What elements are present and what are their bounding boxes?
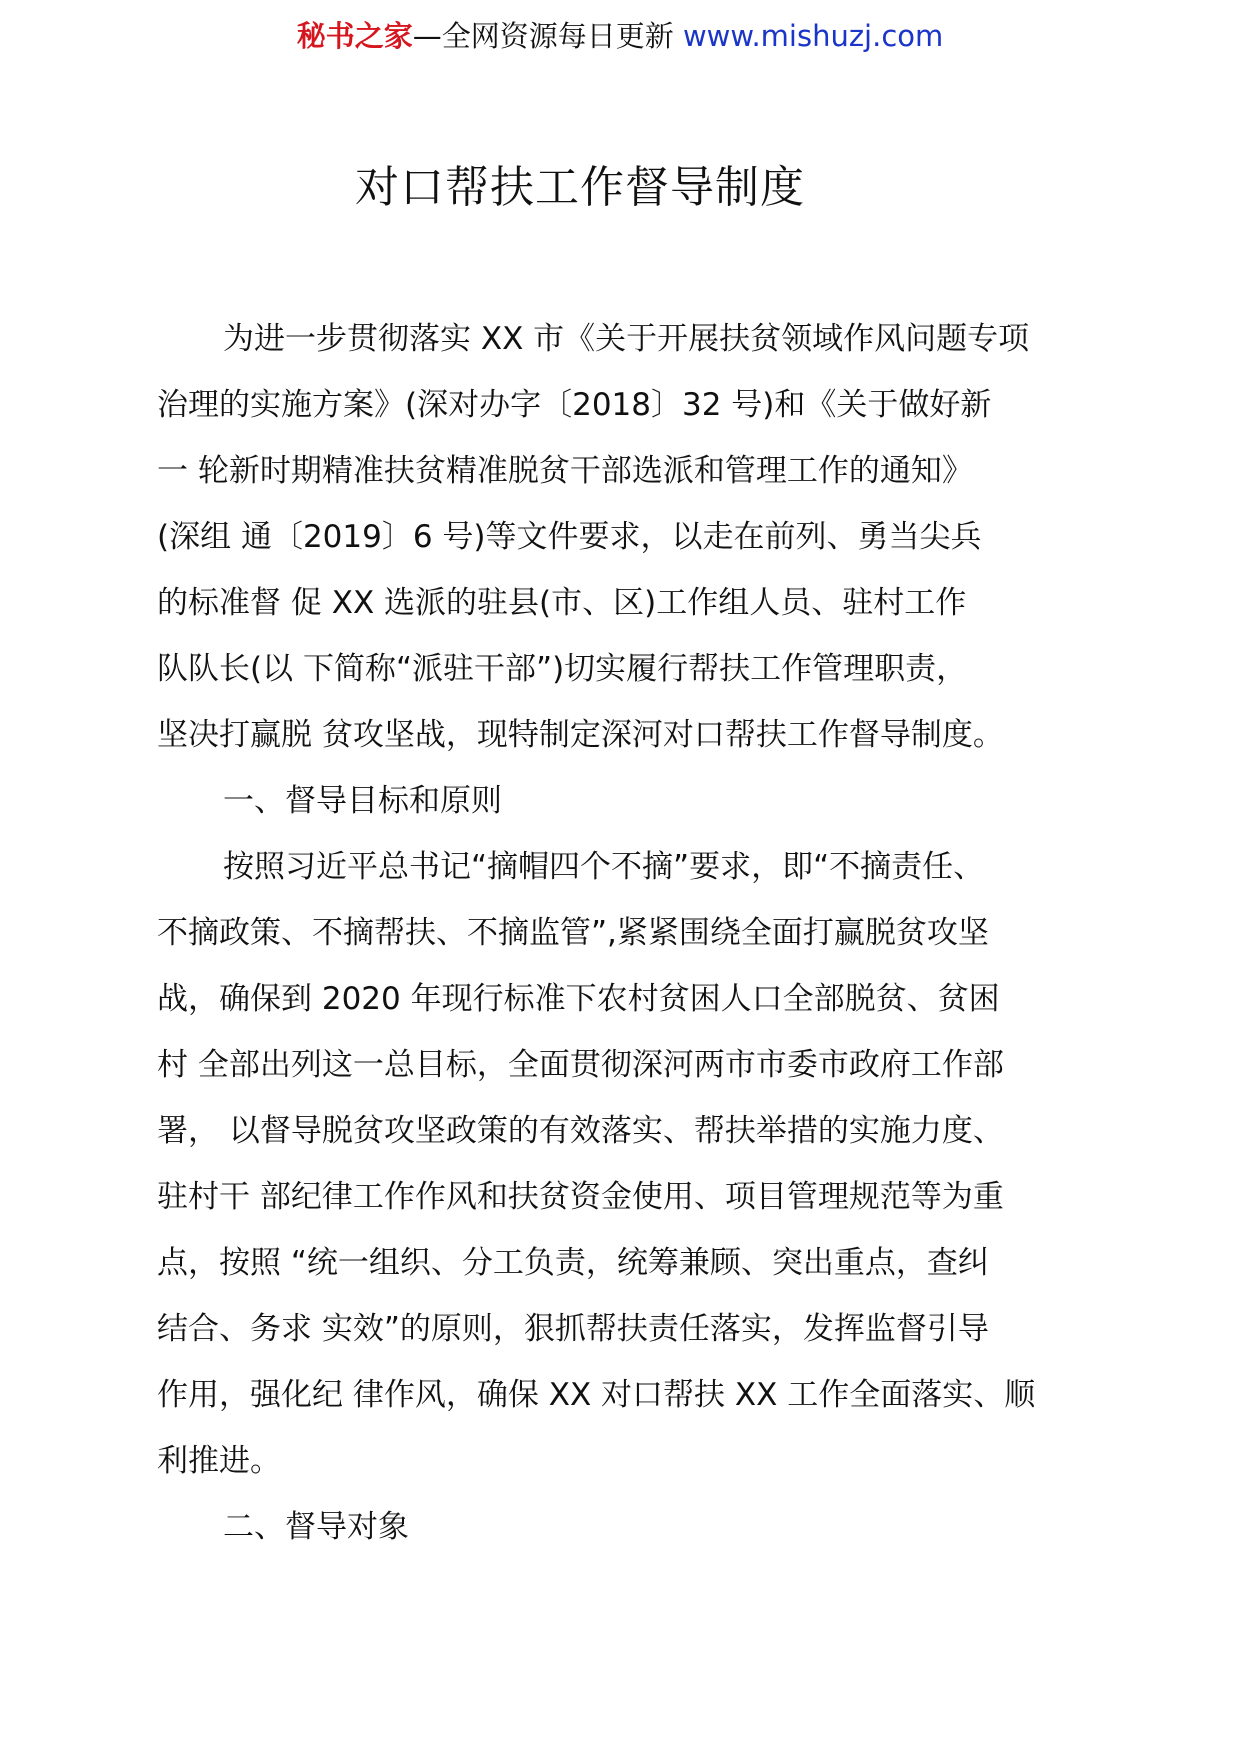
text-line: 结合、务求 实效”的原则，狠抓帮扶责任落实，发挥监督引导: [157, 1311, 989, 1347]
section-heading-text: 二、督导对象: [223, 1509, 409, 1545]
intro-paragraph: [157, 306, 1087, 768]
text-line: 为进一步贯彻落实 XX 市《关于开展扶贫领域作风问题专项: [223, 321, 1030, 357]
section-heading-text: 一、督导目标和原则: [223, 783, 502, 819]
site-slogan: —全网资源每日更新: [412, 19, 674, 53]
document-title: 对口帮扶工作督导制度: [355, 162, 805, 213]
text-line: 坚决打赢脱 贫攻坚战，现特制定深河对口帮扶工作督导制度。: [157, 717, 1004, 753]
text-line: 点，按照 “统一组织、分工负责，统筹兼顾、突出重点，查纠: [157, 1245, 989, 1281]
site-brand: 秘书之家: [296, 19, 413, 53]
text-line: 按照习近平总书记“摘帽四个不摘”要求，即“不摘责任、: [223, 849, 985, 885]
text-line: 治理的实施方案》(深对办字〔2018〕32 号)和《关于做好新: [157, 387, 992, 423]
text-line: 不摘政策、不摘帮扶、不摘监管”,紧紧围绕全面打赢脱贫攻坚: [157, 915, 989, 951]
document-body: [157, 306, 1087, 1560]
text-line: 作用，强化纪 律作风，确保 XX 对口帮扶 XX 工作全面落实、顺: [157, 1377, 1036, 1413]
section-heading-2: [157, 1494, 1087, 1560]
text-line: 一 轮新时期精准扶贫精准脱贫干部选派和管理工作的通知》: [157, 453, 973, 489]
site-header: [0, 14, 1240, 58]
text-line: (深组 通〔2019〕6 号)等文件要求，以走在前列、勇当尖兵: [157, 519, 982, 555]
text-line: 利推进。: [157, 1443, 281, 1479]
text-line: 署， 以督导脱贫攻坚政策的有效落实、帮扶举措的实施力度、: [157, 1113, 1004, 1149]
text-line: 队队长(以 下简称“派驻干部”)切实履行帮扶工作管理职责，: [157, 651, 968, 687]
site-url-link[interactable]: www.mishuzj.com: [682, 19, 944, 53]
text-line: 村 全部出列这一总目标，全面贯彻深河两市市委市政府工作部: [157, 1047, 1004, 1083]
text-line: 战，确保到 2020 年现行标准下农村贫困人口全部脱贫、贫困: [157, 981, 1000, 1017]
section-heading-1: [157, 768, 1087, 834]
text-line: 的标准督 促 XX 选派的驻县(市、区)工作组人员、驻村工作: [157, 585, 967, 621]
text-line: 驻村干 部纪律工作作风和扶贫资金使用、项目管理规范等为重: [157, 1179, 1004, 1215]
section-1-paragraph: [157, 834, 1087, 1494]
